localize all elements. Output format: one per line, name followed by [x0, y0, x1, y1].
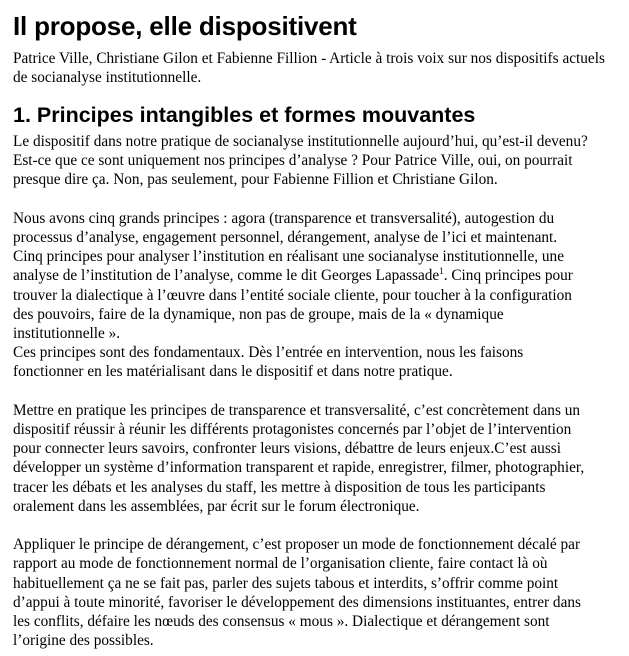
paragraph-line: développer un système d’information transparent et rapide, enregistrer, filmer, photographier, [13, 459, 585, 477]
paragraph-line: Nous avons cinq grands principes : agora (transparence et transversalité), autogestion du [13, 209, 555, 227]
section-heading: 1. Principes intangibles et formes mouvantes [13, 103, 476, 127]
paragraph-line: institutionnelle ». [13, 325, 121, 343]
byline-line: Patrice Ville, Christiane Gilon et Fabienne Fillion - Article à trois voix sur nos dispositifs [13, 50, 559, 67]
byline-line: actuels de socianalyse institutionnelle. [13, 50, 605, 86]
paragraph-line: pour connecter leurs savoirs, confronter leurs visions, débattre de leurs enjeux.C’est aussi [13, 440, 561, 458]
paragraph-gap [13, 516, 616, 535]
paragraph-line: l’origine des possibles. [13, 632, 154, 650]
paragraph-line: Mettre en pratique les principes de transparence et transversalité, c’est concrètement dans un [13, 401, 581, 419]
paragraph-line: Ces principes sont des fondamentaux. Dès l’entrée en intervention, nous les faisons [13, 344, 524, 362]
paragraph-line: habituellement ça ne se fait pas, parler des sujets tabous et interdits, s’offrir comme point [13, 574, 559, 592]
line-text: analyse de l’institution de l’analyse, comme le dit Georges Lapassade [13, 267, 440, 285]
section-body [13, 132, 616, 650]
paragraph-line: tracer les débats et les analyses du staff, les mettre à disposition de tous les participants [13, 478, 546, 496]
article-byline [13, 49, 616, 87]
footnote-reference[interactable]: 1 [439, 266, 444, 277]
paragraph-line: Est-ce que ce sont uniquement nos principes d’analyse ? Pour Patrice Ville, oui, on pourrait [13, 152, 573, 170]
paragraph-line: les conflits, défaire les nœuds des consensus « mous ». Dialectique et dérangement sont [13, 613, 550, 631]
paragraph-line: d’appui à toute minorité, favoriser le développement des dimensions instituantes, entrer dans [13, 593, 581, 611]
line-text: . Cinq principes pour [443, 267, 573, 285]
paragraph-line: dispositif réussir à réunir les différents protagonistes concernés par l’objet de l’intervention [13, 421, 572, 439]
paragraph-line: Cinq principes pour analyser l’institution en réalisant une socianalyse institutionnelle, une [13, 248, 564, 266]
paragraph-line [13, 266, 616, 285]
paragraph-line: Appliquer le principe de dérangement, c’est proposer un mode de fonctionnement décalé par [13, 536, 581, 554]
paragraph-gap [13, 190, 616, 209]
paragraph-line: trouver la dialectique à l’œuvre dans l’entité sociale cliente, pour toucher à la configuration [13, 286, 572, 304]
paragraph-line: Le dispositif dans notre pratique de socianalyse institutionnelle aujourd’hui, qu’est-il devenu? [13, 133, 588, 150]
paragraph-line: fonctionner en les matérialisant dans le dispositif et dans notre pratique. [13, 363, 453, 381]
paragraph-line: des pouvoirs, faire de la dynamique, non pas de groupe, mais de la « dynamique [13, 305, 504, 323]
document-page [13, 10, 616, 650]
paragraph-line: oralement dans les assemblées, par écrit sur le forum électronique. [13, 497, 420, 515]
paragraph-gap [13, 382, 616, 401]
paragraph-line: presque dire ça. Non, pas seulement, pour Fabienne Fillion et Christiane Gilon. [13, 171, 498, 189]
paragraph-line: rapport au mode de fonctionnement normal de l’organisation cliente, faire contact là où [13, 555, 548, 573]
article-title: Il propose, elle dispositivent [13, 11, 357, 41]
paragraph-line: processus d’analyse, engagement personnel, dérangement, analyse de l’ici et maintenant. [13, 229, 558, 246]
